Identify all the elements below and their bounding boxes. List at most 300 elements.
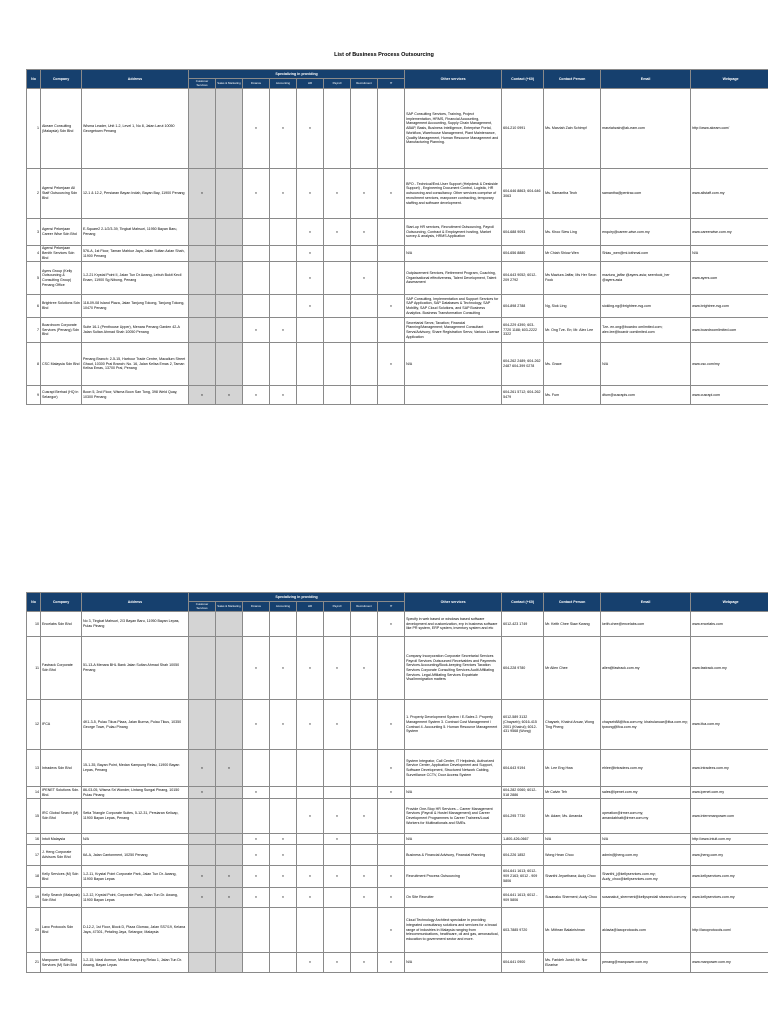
spec-mark-recruitment bbox=[351, 834, 378, 845]
contact-number: 604-261 5712; 604-262 5479 bbox=[502, 386, 544, 405]
spec-mark-payroll bbox=[324, 386, 351, 405]
contact-number: 604-262 2489; 604-262 2487 604-399 0278 bbox=[502, 343, 544, 386]
spec-mark-sales-marketing bbox=[216, 845, 243, 866]
webpage-url: www.boardroomlimited.com bbox=[691, 318, 768, 343]
row-number: 20 bbox=[27, 908, 41, 953]
spec-mark-it bbox=[378, 318, 405, 343]
contact-number: 604-643 9194 bbox=[502, 750, 544, 787]
spec-mark-payroll: v bbox=[324, 834, 351, 845]
company-address: 118-09-08 Island Plaza, Jalan Tanjung Tokong, Tanjung Tokong, 10470 Penang bbox=[82, 295, 189, 318]
webpage-url: www.allstaff.com.my bbox=[691, 169, 768, 219]
company-address: Setia Triangle Corporate Suites, 5-12-31, Persiaran Kelicap, 11900 Bayan Lepas, Penang bbox=[82, 799, 189, 834]
table-row bbox=[27, 318, 768, 343]
bpo-table-page-2 bbox=[26, 592, 768, 973]
spec-mark-it bbox=[378, 637, 405, 700]
other-services: Provide One-Stop HR Services – Career Management Services (Payroll & Hostel Management) and Career Development Programmes to Career Trainees/Local Workers for Multinationals and SMEs. bbox=[405, 799, 502, 834]
spec-mark-hr bbox=[297, 318, 324, 343]
spec-mark-sales-marketing bbox=[216, 700, 243, 750]
spec-mark-finance: v bbox=[243, 845, 270, 866]
email-address: penang@manpower.com.my bbox=[601, 953, 691, 973]
spec-mark-it bbox=[378, 799, 405, 834]
webpage-url: www.cusrapi.com bbox=[691, 386, 768, 405]
other-services: System Integrator, Call Center, IT Helpdesk, Authorized Service Center, Application Development and Support, Software Development, Structured Network Cabling, Surveillance CCTV, Door Access System bbox=[405, 750, 502, 787]
header-no: No bbox=[27, 70, 41, 89]
email-address: keith.chee@encelabs.com bbox=[601, 612, 691, 637]
row-number: 11 bbox=[27, 637, 41, 700]
table-row bbox=[27, 295, 768, 318]
header-contact-person: Contact Person bbox=[544, 70, 601, 89]
other-services: N/A bbox=[405, 953, 502, 973]
spec-mark-sales-marketing bbox=[216, 953, 243, 973]
spec-mark-payroll bbox=[324, 845, 351, 866]
spec-mark-finance bbox=[243, 262, 270, 295]
spec-mark-finance: v bbox=[243, 888, 270, 908]
company-name: Ayers Group (Kelly Outsourcing & Consulting Group) Penang Office bbox=[41, 262, 82, 295]
table-row bbox=[27, 169, 768, 219]
header-no: No bbox=[27, 593, 41, 612]
contact-number: 604-898 2788 bbox=[502, 295, 544, 318]
contact-person: Wong Hean Choo bbox=[544, 845, 601, 866]
table-row bbox=[27, 750, 768, 787]
contact-person: Ms. Farideh Junid; Mr. Nor Elzarise bbox=[544, 953, 601, 973]
spec-mark-sales-marketing bbox=[216, 246, 243, 262]
spec-mark-customer-services: v bbox=[189, 750, 216, 787]
header-spec-recruitment: Recruitment bbox=[351, 79, 378, 89]
email-address: enquiry@career-wise.com.my bbox=[601, 219, 691, 246]
spec-mark-hr bbox=[297, 845, 324, 866]
header-spec-hr: HR bbox=[297, 79, 324, 89]
company-name: Cusrapi Berhad (HQ in Selangor) bbox=[41, 386, 82, 405]
spec-mark-payroll bbox=[324, 295, 351, 318]
header-spec-finance: Finance bbox=[243, 602, 270, 612]
other-services: N/A bbox=[405, 834, 502, 845]
spec-mark-customer-services bbox=[189, 908, 216, 953]
spec-mark-hr: v bbox=[297, 637, 324, 700]
header-contact: Contact (+60) bbox=[502, 593, 544, 612]
table-row bbox=[27, 89, 768, 169]
header-other-services: Other services bbox=[405, 593, 502, 612]
spec-mark-it: v bbox=[378, 787, 405, 799]
email-address: N/A bbox=[601, 343, 691, 386]
spec-mark-payroll: v bbox=[324, 700, 351, 750]
header-spec-payroll: Payroll bbox=[324, 79, 351, 89]
table-row bbox=[27, 386, 768, 405]
row-number: 2 bbox=[27, 169, 41, 219]
contact-number: 604-641 0900 bbox=[502, 953, 544, 973]
header-spec-customer-services: Customer Services bbox=[189, 79, 216, 89]
spec-mark-sales-marketing: v bbox=[216, 888, 243, 908]
row-number: 7 bbox=[27, 318, 41, 343]
contact-person: Mr. Ong Tze- En; Mr. Alex Lee bbox=[544, 318, 601, 343]
spec-mark-customer-services: v bbox=[189, 866, 216, 888]
spec-mark-recruitment bbox=[351, 700, 378, 750]
spec-mark-it: v bbox=[378, 700, 405, 750]
contact-person: Ms. Marziah Zain Schimpf bbox=[544, 89, 601, 169]
spec-mark-payroll bbox=[324, 750, 351, 787]
spec-mark-finance bbox=[243, 612, 270, 637]
spec-mark-finance bbox=[243, 219, 270, 246]
spec-mark-it bbox=[378, 246, 405, 262]
spec-mark-hr: v bbox=[297, 219, 324, 246]
webpage-url: www.internmanpower.com bbox=[691, 799, 768, 834]
other-services: Business & Financial Advisory, Financial Planning bbox=[405, 845, 502, 866]
header-webpage: Webpage bbox=[691, 70, 768, 89]
spec-mark-sales-marketing bbox=[216, 295, 243, 318]
spec-mark-customer-services bbox=[189, 343, 216, 386]
table-row bbox=[27, 700, 768, 750]
email-address: dfum@cusrapis.com bbox=[601, 386, 691, 405]
contact-number: 604-646 8863; 604-646 3063 bbox=[502, 169, 544, 219]
other-services: SAP Consulting, Implementation and Support Services for SAP Application, SAP Databases & Technology, SAP Mobility, SAP Cloud Solutions, and SAP Business Analytics. Business Transformation Consulting bbox=[405, 295, 502, 318]
contact-number: 604-656 8880 bbox=[502, 246, 544, 262]
row-number: 19 bbox=[27, 888, 41, 908]
other-services: 1. Property Development System / E-Sales 2. Property Management System 3. Contract Cost Management / Contract 4. Accounting 5. Human Resource Management System bbox=[405, 700, 502, 750]
spec-mark-recruitment bbox=[351, 246, 378, 262]
spec-mark-accounting: v bbox=[270, 888, 297, 908]
company-address: 15-1-35, Bayan Point, Medan Kampung Relau, 11900 Bayan Lepas, Penang bbox=[82, 750, 189, 787]
spec-mark-hr bbox=[297, 908, 324, 953]
spec-mark-customer-services bbox=[189, 953, 216, 973]
header-webpage: Webpage bbox=[691, 593, 768, 612]
spec-mark-finance: v bbox=[243, 637, 270, 700]
row-number: 1 bbox=[27, 89, 41, 169]
contact-number: 604-643 9052; 6012-209 2792 bbox=[502, 262, 544, 295]
row-number: 8 bbox=[27, 343, 41, 386]
spec-mark-customer-services bbox=[189, 295, 216, 318]
company-name: Agensi Pekerjaan All Staff Outsourcing Sdn Bhd bbox=[41, 169, 82, 219]
spec-mark-finance: v bbox=[243, 169, 270, 219]
spec-mark-sales-marketing bbox=[216, 318, 243, 343]
spec-mark-payroll bbox=[324, 246, 351, 262]
row-number: 10 bbox=[27, 612, 41, 637]
company-name: Akeam Consulting (Malaysia) Sdn Bhd bbox=[41, 89, 82, 169]
spec-mark-sales-marketing: v bbox=[216, 386, 243, 405]
row-number: 13 bbox=[27, 750, 41, 787]
table-row bbox=[27, 612, 768, 637]
webpage-url: www.jheng.com.my bbox=[691, 845, 768, 866]
spec-mark-payroll: v bbox=[324, 953, 351, 973]
email-address: operation@irmer.com.my; amandabhatt@irmer.com.my bbox=[601, 799, 691, 834]
company-address: 576-A, 1st Floor, Taman Mahkur Jaya, Jalan Sultan Azlan Shah, 11900 Penang bbox=[82, 246, 189, 262]
company-name: IPENET Solutions Sdn. Bhd. bbox=[41, 787, 82, 799]
spec-mark-recruitment bbox=[351, 318, 378, 343]
header-spec-accounting: Accounting bbox=[270, 79, 297, 89]
webpage-url: www.kellyservices.com.my bbox=[691, 888, 768, 908]
bpo-table-page-1 bbox=[26, 69, 768, 405]
spec-mark-payroll bbox=[324, 612, 351, 637]
row-number: 17 bbox=[27, 845, 41, 866]
webpage-url: www.manpower.com.my bbox=[691, 953, 768, 973]
webpage-url: www.ayers.com bbox=[691, 262, 768, 295]
table-row bbox=[27, 219, 768, 246]
contact-person: Chayseb, Khairul Anuar, Wong Ting Pheng bbox=[544, 700, 601, 750]
company-name: Kelly Services (M) Sdn Bhd bbox=[41, 866, 82, 888]
spec-mark-sales-marketing bbox=[216, 219, 243, 246]
spec-mark-accounting bbox=[270, 612, 297, 637]
contact-number: 603-7885 9720 bbox=[502, 908, 544, 953]
company-name: CSC Malaysia Sdn Bhd bbox=[41, 343, 82, 386]
company-address: 1-2-12, Krystal Point, Corporate Park, Jalan Tun Dr. Awang, 11900 Bayan Lepas bbox=[82, 888, 189, 908]
contact-person: N/A bbox=[544, 834, 601, 845]
email-address: marziahzain@ak-eam.com bbox=[601, 89, 691, 169]
spec-mark-recruitment: v bbox=[351, 262, 378, 295]
company-name: Agensi Pekerjaan Career Wise Sdn Bhd bbox=[41, 219, 82, 246]
company-name: Agensi Pekerjaan Benith Services Sdn Bhd bbox=[41, 246, 82, 262]
header-spec-it: IT bbox=[378, 602, 405, 612]
other-services: N/A bbox=[405, 787, 502, 799]
row-number: 16 bbox=[27, 834, 41, 845]
spec-mark-customer-services bbox=[189, 246, 216, 262]
company-address: 4K1-3-5, Pulau Tikus Plaza, Jalan Burma, Pulau Tikus, 10350 George Town, Pulau Pinang bbox=[82, 700, 189, 750]
header-address: Address bbox=[82, 70, 189, 89]
spec-mark-customer-services: v bbox=[189, 787, 216, 799]
contact-number: 604-226 1852 bbox=[502, 845, 544, 866]
webpage-url: www.kellyservices.com.my bbox=[691, 866, 768, 888]
spec-mark-finance: v bbox=[243, 787, 270, 799]
table-row bbox=[27, 343, 768, 386]
spec-mark-customer-services: v bbox=[189, 386, 216, 405]
contact-number: 1-800-426-0667 bbox=[502, 834, 544, 845]
spec-mark-payroll bbox=[324, 343, 351, 386]
spec-mark-customer-services bbox=[189, 845, 216, 866]
row-number: 9 bbox=[27, 386, 41, 405]
webpage-url: http://laxoprotocols.com/ bbox=[691, 908, 768, 953]
spec-mark-sales-marketing: v bbox=[216, 866, 243, 888]
spec-mark-payroll bbox=[324, 787, 351, 799]
spec-mark-accounting: v bbox=[270, 318, 297, 343]
email-address: susanakut_shermeni@kellyspeciali stsearch.com.my bbox=[601, 888, 691, 908]
spec-mark-hr: v bbox=[297, 799, 324, 834]
header-spec-payroll: Payroll bbox=[324, 602, 351, 612]
header-specializing: Specializing in providing bbox=[189, 70, 405, 79]
spec-mark-accounting bbox=[270, 908, 297, 953]
spec-mark-it: v bbox=[378, 888, 405, 908]
other-services: Company Incorporation Corporate Secretarial Services Payroll Services Outsourced Receivables and Payments Services Accounting/Book-keeping Services Taxation Services Corporate Consulting Services Audit Affiliating Services. Legal Affiliating Services Expatriate Visa/Immigration matters bbox=[405, 637, 502, 700]
contact-person: Shanthi Jeyarthana; Audy Choo bbox=[544, 866, 601, 888]
document-title: List of Business Process Outsourcing bbox=[334, 52, 434, 58]
spec-mark-accounting: v bbox=[270, 637, 297, 700]
contact-number: 604-641 1613; 6012 - 909 5806 bbox=[502, 888, 544, 908]
contact-person: Ms. Khoo Siew Ling bbox=[544, 219, 601, 246]
email-address: sales@ipenet.com.my bbox=[601, 787, 691, 799]
spec-mark-accounting: v bbox=[270, 169, 297, 219]
webpage-url: www.ipenet.com.my bbox=[691, 787, 768, 799]
contact-number: 604-228 9780 bbox=[502, 637, 544, 700]
spec-mark-customer-services bbox=[189, 834, 216, 845]
contact-person: Ms Maziura Jaffar, Ms Her Seon Fook bbox=[544, 262, 601, 295]
spec-mark-it bbox=[378, 262, 405, 295]
company-name: Intradexs Sdn Bhd bbox=[41, 750, 82, 787]
spec-mark-accounting bbox=[270, 799, 297, 834]
header-company: Company bbox=[41, 593, 82, 612]
contact-person: Mr. Lee Eng Hwa bbox=[544, 750, 601, 787]
spec-mark-hr bbox=[297, 834, 324, 845]
spec-mark-customer-services: v bbox=[189, 888, 216, 908]
spec-mark-sales-marketing bbox=[216, 908, 243, 953]
header-email: Email bbox=[601, 593, 691, 612]
spec-mark-accounting: v bbox=[270, 700, 297, 750]
spec-mark-it: v bbox=[378, 343, 405, 386]
spec-mark-recruitment bbox=[351, 612, 378, 637]
spec-mark-it: v bbox=[378, 953, 405, 973]
row-number: 12 bbox=[27, 700, 41, 750]
spec-mark-recruitment: v bbox=[351, 799, 378, 834]
spec-mark-it: v bbox=[378, 612, 405, 637]
spec-mark-hr bbox=[297, 386, 324, 405]
spec-mark-customer-services bbox=[189, 318, 216, 343]
spec-mark-payroll bbox=[324, 318, 351, 343]
row-number: 4 bbox=[27, 246, 41, 262]
header-contact: Contact (+60) bbox=[502, 70, 544, 89]
header-spec-accounting: Accounting bbox=[270, 602, 297, 612]
spec-mark-recruitment: v bbox=[351, 888, 378, 908]
table-row bbox=[27, 953, 768, 973]
company-address: N/A bbox=[82, 834, 189, 845]
spec-mark-hr: v bbox=[297, 89, 324, 169]
spec-mark-finance: v bbox=[243, 386, 270, 405]
other-services: SAP Consulting Services, Training, Project Implementation, HRMS, Financial Accounting, Management Accounting, Supply Chain Management, ABAP, Basis, Business Intelligence, Enterprise Portal, Workflow, Warehouse Management, Plant Maintenance, Quality Management, Human Resource Management and Manufacturing Planning. bbox=[405, 89, 502, 169]
header-email: Email bbox=[601, 70, 691, 89]
other-services: On Site Recruiter bbox=[405, 888, 502, 908]
header-company: Company bbox=[41, 70, 82, 89]
spec-mark-customer-services bbox=[189, 612, 216, 637]
company-address: Penang Branch: 2-5-15, Harbour Trade Centre, Macallum Street Ghaut, 10300 Prai Branch: No. 16, Jalan Kelisa Emas 2, Taman Kelisa Emas, 13700 Prai, Penang bbox=[82, 343, 189, 386]
spec-mark-finance bbox=[243, 343, 270, 386]
spec-mark-payroll bbox=[324, 908, 351, 953]
other-services: Specify in web based or windows based software development and customization, erp in business software like PR system, ERP system, inventory system and etc bbox=[405, 612, 502, 637]
header-spec-it: IT bbox=[378, 79, 405, 89]
spec-mark-sales-marketing bbox=[216, 637, 243, 700]
spec-mark-hr: v bbox=[297, 262, 324, 295]
spec-mark-accounting bbox=[270, 262, 297, 295]
table-row bbox=[27, 908, 768, 953]
other-services: Outplacement Services, Retirement Program, Coaching, Organisational effectiveness, Talent Development, Talent Assessment bbox=[405, 262, 502, 295]
spec-mark-finance bbox=[243, 246, 270, 262]
spec-mark-finance bbox=[243, 799, 270, 834]
spec-mark-it: v bbox=[378, 866, 405, 888]
spec-mark-recruitment bbox=[351, 295, 378, 318]
email-address: siokling.ng@brightree-rsg.com bbox=[601, 295, 691, 318]
spec-mark-finance bbox=[243, 953, 270, 973]
email-address: maziura_jaffar @ayers.asia; seenfook_her @ayers.asia bbox=[601, 262, 691, 295]
table-row bbox=[27, 246, 768, 262]
company-address: 86-03-05, Wisma Sri Wonder, Lintang Sungai Pinang, 10150 Pulau Pinang bbox=[82, 787, 189, 799]
company-name: Brightree Solutions Sdn Bhd bbox=[41, 295, 82, 318]
spec-mark-sales-marketing: v bbox=[216, 750, 243, 787]
spec-mark-customer-services bbox=[189, 799, 216, 834]
spec-mark-customer-services: v bbox=[189, 169, 216, 219]
email-address: N/A bbox=[601, 834, 691, 845]
spec-mark-accounting bbox=[270, 246, 297, 262]
spec-mark-it: v bbox=[378, 750, 405, 787]
email-address: samantha@pentrac.com bbox=[601, 169, 691, 219]
company-address: Boon 5, 2nd Floor, Wisma Boon San Tong, 398 Weld Quay, 10300 Penang bbox=[82, 386, 189, 405]
spec-mark-accounting: v bbox=[270, 866, 297, 888]
spec-mark-sales-marketing bbox=[216, 834, 243, 845]
webpage-url: http://www.akeam.com/ bbox=[691, 89, 768, 169]
spec-mark-accounting: v bbox=[270, 89, 297, 169]
spec-mark-recruitment: v bbox=[351, 953, 378, 973]
spec-mark-customer-services bbox=[189, 637, 216, 700]
row-number: 14 bbox=[27, 787, 41, 799]
row-number: 6 bbox=[27, 295, 41, 318]
spec-mark-accounting bbox=[270, 750, 297, 787]
spec-mark-hr: v bbox=[297, 700, 324, 750]
table-row bbox=[27, 834, 768, 845]
spec-mark-it bbox=[378, 834, 405, 845]
spec-mark-payroll: v bbox=[324, 219, 351, 246]
company-name: Encelabs Sdn Bhd bbox=[41, 612, 82, 637]
contact-person: Mr Calvin Teh bbox=[544, 787, 601, 799]
company-address: E-Square2 2-1/2/3-39, Tingkat Mahsuri, 11950 Bayan Baru, Penang bbox=[82, 219, 189, 246]
spec-mark-sales-marketing bbox=[216, 787, 243, 799]
row-number: 18 bbox=[27, 866, 41, 888]
spec-mark-payroll: v bbox=[324, 169, 351, 219]
header-specializing: Specializing in providing bbox=[189, 593, 405, 602]
company-name: Manpower Staffing Services (M) Sdn Bhd bbox=[41, 953, 82, 973]
contact-number: 6012-589 3132 (Chayseb); 6016-415 2001 (Khairul); 6012-431 9568 (Wong) bbox=[502, 700, 544, 750]
company-address: No 3, Tingkat Mahsuri, 2/3 Bayan Baru, 11950 Bayan Lepas, Pulau Pinang bbox=[82, 612, 189, 637]
header-address: Address bbox=[82, 593, 189, 612]
header-spec-finance: Finance bbox=[243, 79, 270, 89]
spec-mark-recruitment bbox=[351, 845, 378, 866]
spec-mark-recruitment: v bbox=[351, 219, 378, 246]
header-contact-person: Contact Person bbox=[544, 593, 601, 612]
spec-mark-finance: v bbox=[243, 866, 270, 888]
contact-person: Ng, Siok Ling bbox=[544, 295, 601, 318]
company-address: Wisma Leader, Unit 1-2, Level 1, No 8, Jalan Larut 10050 Georgetown Penang bbox=[82, 89, 189, 169]
spec-mark-recruitment bbox=[351, 89, 378, 169]
webpage-url: http://www.intuit.com.my bbox=[691, 834, 768, 845]
spec-mark-hr bbox=[297, 343, 324, 386]
spec-mark-it bbox=[378, 89, 405, 169]
spec-mark-it bbox=[378, 845, 405, 866]
header-spec-customer-services: Customer Services bbox=[189, 602, 216, 612]
contact-number: 6012-423 1749 bbox=[502, 612, 544, 637]
spec-mark-accounting bbox=[270, 343, 297, 386]
company-name: IRC Global Search (M) Sdn Bhd bbox=[41, 799, 82, 834]
table-body-page-1 bbox=[27, 89, 768, 405]
other-services: Start-up HR services, Recruitment Outsourcing, Payroll Outsourcing, Contract & Employment hosting, Market survey & analysis, HRMS Application bbox=[405, 219, 502, 246]
spec-mark-sales-marketing bbox=[216, 89, 243, 169]
spec-mark-recruitment bbox=[351, 750, 378, 787]
email-address: admin@jheng.com.my bbox=[601, 845, 691, 866]
contact-person: Mr. Adam; Ms. Amanda bbox=[544, 799, 601, 834]
spec-mark-payroll bbox=[324, 89, 351, 169]
spec-mark-accounting: v bbox=[270, 834, 297, 845]
spec-mark-payroll: v bbox=[324, 799, 351, 834]
email-address: allen@fastrack.com.my bbox=[601, 637, 691, 700]
spec-mark-finance bbox=[243, 750, 270, 787]
other-services: Recruitment Process Outsourcing bbox=[405, 866, 502, 888]
contact-number: 604-282 0060; 6012-518 2886 bbox=[502, 787, 544, 799]
company-address: 6A-A, Jalan Cantonment, 10250 Penang bbox=[82, 845, 189, 866]
table-row bbox=[27, 262, 768, 295]
spec-mark-finance bbox=[243, 295, 270, 318]
row-number: 15 bbox=[27, 799, 41, 834]
email-address: Shiau_wen@mi-tothmal.com bbox=[601, 246, 691, 262]
contact-person: Mr. Mithran Balakrishnan bbox=[544, 908, 601, 953]
contact-number: 604-641 1613; 6012-909 2163; 6012 - 909 5806 bbox=[502, 866, 544, 888]
spec-mark-finance: v bbox=[243, 834, 270, 845]
webpage-url: www.careerwise.com.my bbox=[691, 219, 768, 246]
spec-mark-sales-marketing bbox=[216, 262, 243, 295]
company-address: 1-2-15, Ideal Avenue, Medan Kampung Relau 1, Jalan Tun Dr. Awang, Bayan Lepas bbox=[82, 953, 189, 973]
spec-mark-customer-services bbox=[189, 262, 216, 295]
other-services: Cloud Technology Architect specialize in providing integrated consultancy solutions and services for a broad range of industries in Malaysia ranging from telecommunications, healthcare, oil and gas, aeronautical, education to government sector and more. bbox=[405, 908, 502, 953]
spec-mark-it: v bbox=[378, 295, 405, 318]
spec-mark-hr bbox=[297, 750, 324, 787]
